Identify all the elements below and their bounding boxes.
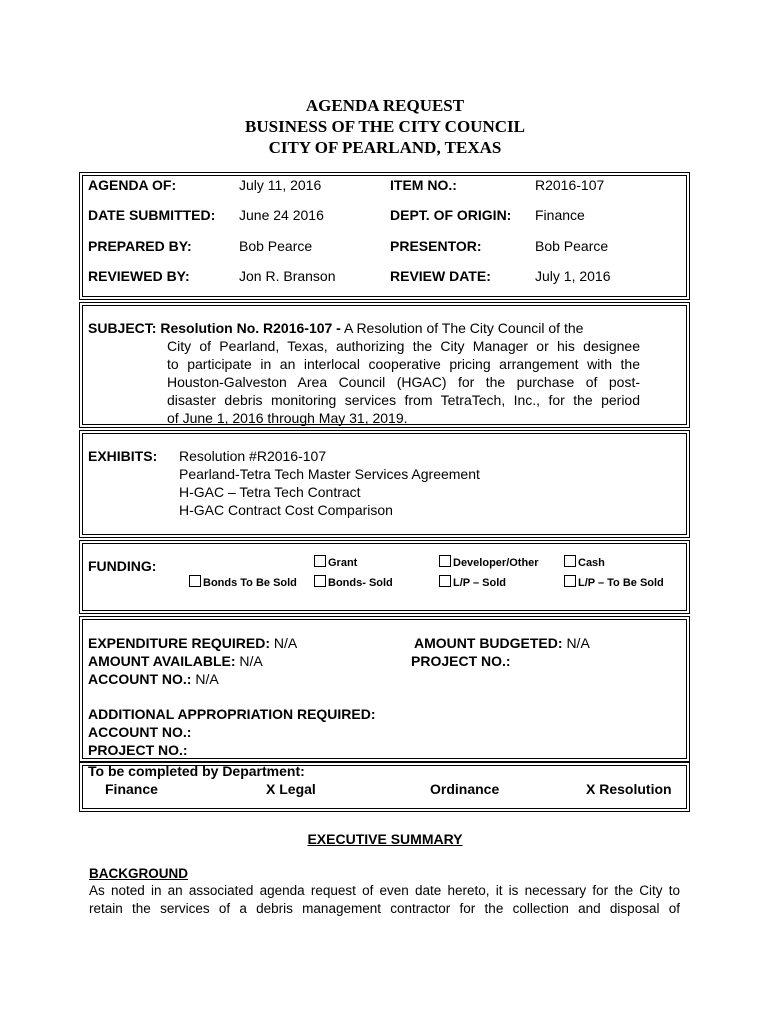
- prepared-by-label: PREPARED BY:: [88, 238, 192, 254]
- funding-label: FUNDING:: [88, 558, 157, 574]
- project-no-2-row: [88, 741, 188, 759]
- bonds-to-be-sold-checkbox[interactable]: [189, 575, 201, 587]
- background-line-2: retain the services of a debris management contractor for the collection and disposal of: [89, 901, 680, 916]
- bonds-to-be-sold-label: Bonds To Be Sold: [203, 577, 297, 589]
- background-line-1: As noted in an associated agenda request of even date hereto, it is necessary for the City to: [89, 883, 680, 898]
- item-no-label: ITEM NO.:: [390, 177, 457, 193]
- department-ordinance: Ordinance: [430, 781, 500, 797]
- amount-available-label: AMOUNT AVAILABLE:: [88, 653, 236, 669]
- cash-label: Cash: [578, 557, 605, 569]
- exhibits-label: EXHIBITS:: [88, 448, 158, 464]
- account-no-row: [88, 670, 219, 688]
- department-legal: X Legal: [266, 781, 316, 797]
- reviewed-by-value: Jon R. Branson: [239, 268, 336, 284]
- header-line-3: CITY OF PEARLAND, TEXAS: [268, 138, 502, 157]
- exhibit-item: Pearland-Tetra Tech Master Services Agreement: [179, 466, 480, 482]
- presentor-label: PRESENTOR:: [390, 238, 482, 254]
- review-date-label: REVIEW DATE:: [390, 268, 491, 284]
- grant-checkbox[interactable]: [314, 555, 326, 567]
- project-no-label: PROJECT NO.:: [411, 653, 511, 669]
- subject-line-4: Houston-Galveston Area Council (HGAC) for the purchase of post-: [167, 374, 640, 390]
- amount-available-row: [88, 652, 263, 670]
- review-date-value: July 1, 2016: [535, 268, 611, 284]
- bonds-sold-label: Bonds- Sold: [328, 577, 393, 589]
- funding-bonds-to-be-sold-option[interactable]: [189, 575, 297, 589]
- account-no-value: N/A: [195, 671, 219, 687]
- agenda-of-label: AGENDA OF:: [88, 177, 177, 193]
- exhibit-item: Resolution #R2016-107: [179, 448, 327, 464]
- cash-checkbox[interactable]: [564, 555, 576, 567]
- amount-budgeted-row: [414, 634, 590, 652]
- subject-label: SUBJECT:: [88, 320, 157, 336]
- exhibit-item: H-GAC – Tetra Tech Contract: [179, 484, 361, 500]
- expenditure-required-value: N/A: [273, 635, 298, 651]
- account-no-2-row: [88, 723, 191, 741]
- lp-to-be-sold-label: L/P – To Be Sold: [578, 577, 664, 589]
- subject-line-5: disaster debris monitoring services from TetraTech, Inc., for the period: [167, 392, 640, 408]
- project-no-row: [411, 652, 511, 670]
- dept-origin-label: DEPT. OF ORIGIN:: [390, 207, 512, 223]
- date-submitted-value: June 24 2016: [239, 207, 324, 223]
- project-no-2-label: PROJECT NO.:: [88, 742, 188, 758]
- additional-appropriation-label: ADDITIONAL APPROPRIATION REQUIRED:: [88, 706, 376, 722]
- header-line-2: BUSINESS OF THE CITY COUNCIL: [245, 117, 525, 136]
- expenditure-required-row: [88, 634, 297, 652]
- expenditure-required-label: EXPENDITURE REQUIRED:: [88, 635, 271, 651]
- exhibits-box: [79, 430, 690, 538]
- dept-origin-value: Finance: [535, 207, 585, 223]
- date-submitted-label: DATE SUBMITTED:: [88, 207, 216, 223]
- amount-available-value: N/A: [239, 653, 263, 669]
- subject-first-line: [88, 319, 583, 337]
- subject-line-6: of June 1, 2016 through May 31, 2019.: [167, 410, 408, 426]
- agenda-of-value: July 11, 2016: [239, 177, 322, 193]
- lp-to-be-sold-checkbox[interactable]: [564, 575, 576, 587]
- developer-other-label: Developer/Other: [453, 557, 539, 569]
- funding-lp-to-be-sold-option[interactable]: [564, 575, 664, 589]
- subject-line-2: City of Pearland, Texas, authorizing the City Manager or his designee: [167, 338, 640, 354]
- amount-budgeted-label: AMOUNT BUDGETED:: [414, 635, 563, 651]
- funding-developer-other-option[interactable]: [439, 555, 539, 569]
- account-no-2-label: ACCOUNT NO.:: [88, 724, 192, 740]
- subject-line-1: A Resolution of The City Council of the: [343, 320, 584, 336]
- prepared-by-value: Bob Pearce: [239, 238, 313, 254]
- executive-summary-title: EXECUTIVE SUMMARY: [307, 831, 463, 847]
- presentor-value: Bob Pearce: [535, 238, 609, 254]
- reviewed-by-label: REVIEWED BY:: [88, 268, 190, 284]
- subject-line-3: to participate in an interlocal cooperative pricing arrangement with the: [167, 356, 640, 372]
- funding-cash-option[interactable]: [564, 555, 605, 569]
- department-finance: Finance: [105, 781, 158, 797]
- developer-other-checkbox[interactable]: [439, 555, 451, 567]
- department-label: To be completed by Department:: [88, 763, 305, 779]
- lp-sold-label: L/P – Sold: [453, 577, 506, 589]
- header-line-1: AGENDA REQUEST: [305, 96, 465, 115]
- amount-budgeted-value: N/A: [566, 635, 590, 651]
- funding-lp-sold-option[interactable]: [439, 575, 506, 589]
- additional-appropriation-row: [88, 705, 376, 723]
- account-no-label: ACCOUNT NO.:: [88, 671, 192, 687]
- subject-resolution-number: Resolution No. R2016-107 -: [160, 320, 341, 336]
- background-heading: BACKGROUND: [89, 866, 188, 881]
- exhibit-item: H-GAC Contract Cost Comparison: [179, 502, 393, 518]
- funding-grant-option[interactable]: [314, 555, 357, 569]
- department-resolution: X Resolution: [586, 781, 672, 797]
- bonds-sold-checkbox[interactable]: [314, 575, 326, 587]
- lp-sold-checkbox[interactable]: [439, 575, 451, 587]
- item-no-value: R2016-107: [535, 177, 605, 193]
- funding-bonds-sold-option[interactable]: [314, 575, 393, 589]
- grant-label: Grant: [328, 557, 358, 569]
